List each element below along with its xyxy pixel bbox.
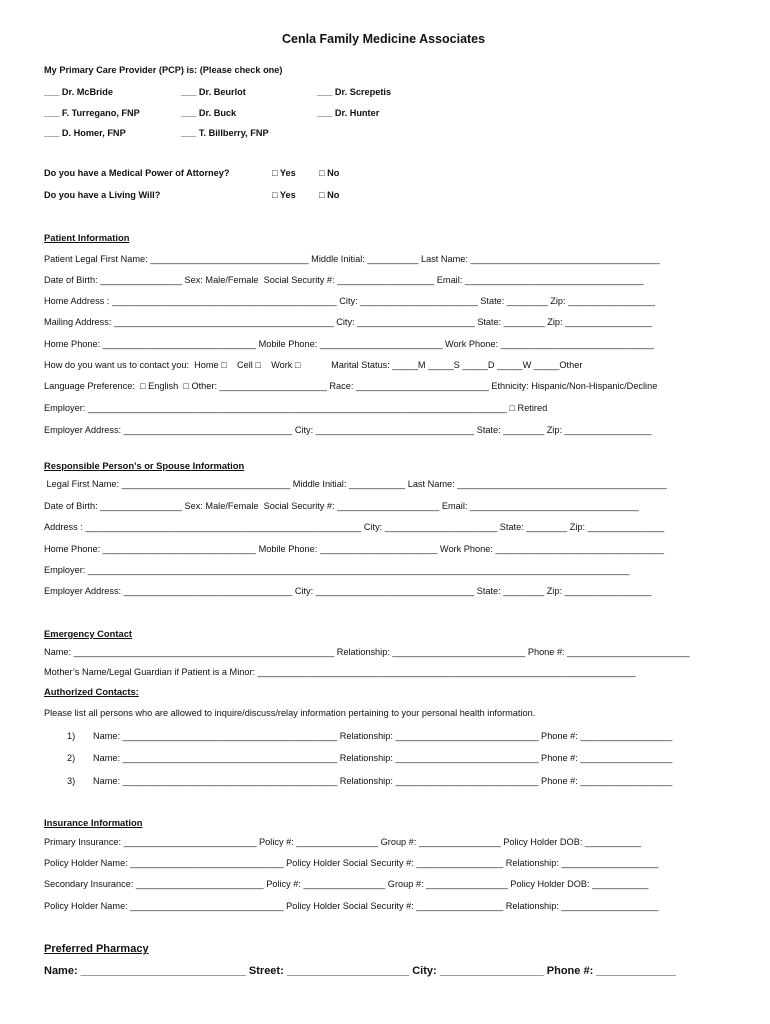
patient-mailing-address-line[interactable]: Mailing Address: ___________________________________________ City: _______________________ State: ________ Zip: _________________ (44, 317, 652, 327)
patient-contact-marital-line[interactable]: How do you want us to contact you: Home □ Cell □ Work □ Marital Status: _____M _____S _____D _____W _____Other (44, 360, 583, 370)
pcp-option-mcbride[interactable]: ___ Dr. McBride (44, 87, 113, 97)
poa-no-checkbox[interactable]: □ No (319, 168, 340, 178)
secondary-insurance-line[interactable]: Secondary Insurance: _________________________ Policy #: ________________ Group #: ________________ Policy Holder DOB: ___________ (44, 879, 649, 889)
patient-home-address-line[interactable]: Home Address : ____________________________________________ City: _______________________ State: ________ Zip: _________________ (44, 296, 656, 306)
pcp-option-beurlot[interactable]: ___ Dr. Beurlot (181, 87, 246, 97)
responsible-address-line[interactable]: Address : ______________________________________________________ City: ______________________ State: ________ Zip: _______________ (44, 522, 665, 532)
patient-language-line[interactable]: Language Preference: □ English □ Other: _____________________ Race: __________________________ Ethnicity: Hispanic/Non-Hispanic/Decline (44, 381, 658, 391)
pharmacy-header: Preferred Pharmacy (44, 943, 149, 955)
patient-info-header: Patient Information (44, 232, 130, 243)
pcp-option-billberry[interactable]: ___ T. Billberry, FNP (181, 128, 269, 138)
primary-holder-line[interactable]: Policy Holder Name: ______________________________ Policy Holder Social Security #: _________________ Relationship: ___________________ (44, 858, 659, 868)
pcp-option-buck[interactable]: ___ Dr. Buck (181, 108, 237, 118)
authorized-contact-line-3[interactable]: Name: __________________________________________ Relationship: ____________________________ Phone #: __________________ (93, 776, 673, 786)
will-question: Do you have a Living Will? (44, 190, 161, 200)
patient-dob-line[interactable]: Date of Birth: ________________ Sex: Male/Female Social Security #: ___________________ Email: ___________________________________ (44, 275, 644, 285)
will-yes-checkbox[interactable]: □ Yes (272, 190, 296, 200)
primary-insurance-line[interactable]: Primary Insurance: __________________________ Policy #: ________________ Group #: ________________ Policy Holder DOB: ___________ (44, 837, 642, 847)
authorized-contact-line-2[interactable]: Name: __________________________________________ Relationship: ____________________________ Phone #: __________________ (93, 753, 673, 763)
responsible-employer-address-line[interactable]: Employer Address: _________________________________ City: _______________________________ State: ________ Zip: _________________ (44, 586, 652, 596)
responsible-employer-line[interactable]: Employer: __________________________________________________________________________________________________________ (44, 565, 630, 575)
poa-yes-checkbox[interactable]: □ Yes (272, 168, 296, 178)
pharmacy-line[interactable]: Name: ___________________________ Street: ____________________ City: _________________ Phone #: _____________ (44, 965, 676, 977)
pcp-prompt: My Primary Care Provider (PCP) is: (Please check one) (44, 65, 283, 75)
pcp-option-turregano[interactable]: ___ F. Turregano, FNP (44, 108, 140, 118)
responsible-dob-line[interactable]: Date of Birth: ________________ Sex: Male/Female Social Security #: ____________________ Email: _________________________________ (44, 501, 639, 511)
patient-name-line[interactable]: Patient Legal First Name: _______________________________ Middle Initial: __________ Last Name: _____________________________________ (44, 254, 660, 264)
responsible-phone-line[interactable]: Home Phone: ______________________________ Mobile Phone: _______________________ Work Phone: _________________________________ (44, 544, 665, 554)
guardian-line[interactable]: Mother’s Name/Legal Guardian if Patient is a Minor: __________________________________________________________________________ (44, 667, 636, 677)
emergency-contact-header: Emergency Contact (44, 628, 133, 639)
patient-employer-address-line[interactable]: Employer Address: _________________________________ City: _______________________________ State: ________ Zip: _________________ (44, 425, 652, 435)
emergency-name-line[interactable]: Name: ___________________________________________________ Relationship: __________________________ Phone #: ________________________ (44, 647, 690, 657)
secondary-holder-line[interactable]: Policy Holder Name: ______________________________ Policy Holder Social Security #: _________________ Relationship: ___________________ (44, 901, 659, 911)
page-title: Cenla Family Medicine Associates (282, 32, 486, 46)
pcp-option-hunter[interactable]: ___ Dr. Hunter (317, 108, 380, 118)
pcp-option-screpetis[interactable]: ___ Dr. Screpetis (317, 87, 392, 97)
authorized-number-3: 3) (67, 776, 76, 786)
responsible-name-line[interactable]: Legal First Name: _________________________________ Middle Initial: ___________ Last Name: _________________________________________ (44, 479, 667, 489)
authorized-contacts-intro: Please list all persons who are allowed to inquire/discuss/relay information pertaining to your personal health information. (44, 708, 536, 718)
insurance-info-header: Insurance Information (44, 817, 143, 828)
responsible-info-header: Responsible Person’s or Spouse Information (44, 460, 245, 471)
pcp-option-homer[interactable]: ___ D. Homer, FNP (44, 128, 126, 138)
authorized-contacts-header: Authorized Contacts: (44, 686, 139, 697)
patient-employer-line[interactable]: Employer: __________________________________________________________________________________ □ Retired (44, 403, 548, 413)
authorized-number-1: 1) (67, 731, 76, 741)
will-no-checkbox[interactable]: □ No (319, 190, 340, 200)
patient-phone-line[interactable]: Home Phone: ______________________________ Mobile Phone: ________________________ Work Phone: ______________________________ (44, 339, 654, 349)
authorized-contact-line-1[interactable]: Name: __________________________________________ Relationship: ____________________________ Phone #: __________________ (93, 731, 673, 741)
poa-question: Do you have a Medical Power of Attorney? (44, 168, 230, 178)
authorized-number-2: 2) (67, 753, 76, 763)
